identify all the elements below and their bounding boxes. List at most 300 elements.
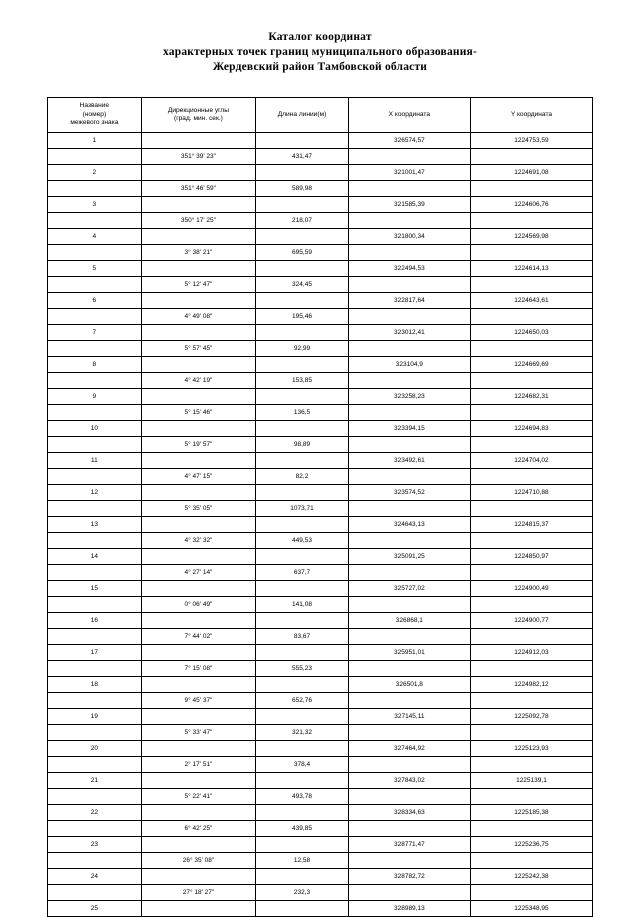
cell-x-coordinate-empty [348,469,470,485]
cell-marker-name-empty [48,885,142,901]
cell-line-length-empty [256,453,349,469]
table-row-segment [48,693,593,709]
cell-direction-angle-empty [141,197,255,213]
cell-marker-name-empty [48,405,142,421]
column-header-x-coordinate [348,98,470,133]
cell-y-coordinate: 1225139,1 [470,773,592,789]
cell-direction-angle-empty [141,485,255,501]
column-header-y-coordinate [470,98,592,133]
table-row-point [48,325,593,341]
cell-direction-angle: 5° 12' 47" [141,277,255,293]
cell-marker-name: 17 [48,645,142,661]
cell-y-coordinate: 1224569,98 [470,229,592,245]
cell-marker-name-empty [48,789,142,805]
cell-x-coordinate-empty [348,693,470,709]
table-row-point [48,709,593,725]
cell-direction-angle: 6° 42' 25" [141,821,255,837]
table-row-point [48,901,593,917]
table-row-point [48,453,593,469]
cell-marker-name-empty [48,437,142,453]
cell-direction-angle-empty [141,613,255,629]
cell-line-length: 589,98 [256,181,349,197]
cell-line-length: 195,46 [256,309,349,325]
cell-y-coordinate-empty [470,885,592,901]
cell-direction-angle: 0° 06' 49" [141,597,255,613]
cell-x-coordinate: 327145,11 [348,709,470,725]
cell-marker-name-empty [48,181,142,197]
cell-y-coordinate: 1224650,03 [470,325,592,341]
cell-marker-name-empty [48,149,142,165]
cell-y-coordinate: 1224815,37 [470,517,592,533]
cell-direction-angle: 2° 17' 51" [141,757,255,773]
cell-x-coordinate: 326868,1 [348,613,470,629]
cell-x-coordinate-empty [348,853,470,869]
cell-y-coordinate: 1225185,38 [470,805,592,821]
cell-line-length-empty [256,485,349,501]
cell-x-coordinate-empty [348,213,470,229]
cell-direction-angle-empty [141,869,255,885]
table-row-segment [48,597,593,613]
cell-line-length-empty [256,165,349,181]
table-row-segment [48,245,593,261]
cell-marker-name-empty [48,309,142,325]
cell-y-coordinate: 1224912,03 [470,645,592,661]
table-row-segment [48,469,593,485]
cell-line-length-empty [256,837,349,853]
cell-direction-angle-empty [141,837,255,853]
cell-direction-angle: 5° 15' 46" [141,405,255,421]
cell-line-length-empty [256,389,349,405]
cell-direction-angle: 5° 57' 45" [141,341,255,357]
header-line: Длина линии(м) [277,110,327,118]
cell-line-length-empty [256,357,349,373]
table-row-point [48,645,593,661]
cell-x-coordinate: 328771,47 [348,837,470,853]
cell-y-coordinate-empty [470,661,592,677]
cell-line-length: 321,32 [256,725,349,741]
cell-x-coordinate: 323258,23 [348,389,470,405]
cell-y-coordinate-empty [470,309,592,325]
cell-marker-name: 1 [48,133,142,149]
cell-marker-name-empty [48,277,142,293]
column-header-marker-name [48,98,142,133]
table-row-segment [48,373,593,389]
cell-direction-angle: 7° 15' 08" [141,661,255,677]
cell-direction-angle: 4° 49' 08" [141,309,255,325]
cell-y-coordinate: 1225092,78 [470,709,592,725]
column-header-direction-angles [141,98,255,133]
cell-y-coordinate: 1224606,76 [470,197,592,213]
cell-y-coordinate-empty [470,757,592,773]
cell-y-coordinate-empty [470,341,592,357]
cell-marker-name: 16 [48,613,142,629]
table-row-segment [48,725,593,741]
cell-direction-angle-empty [141,901,255,917]
cell-marker-name-empty [48,469,142,485]
cell-x-coordinate: 324643,13 [348,517,470,533]
header-line: Y координата [510,110,553,118]
cell-line-length-empty [256,773,349,789]
cell-x-coordinate: 328989,13 [348,901,470,917]
cell-x-coordinate: 321001,47 [348,165,470,181]
cell-direction-angle-empty [141,581,255,597]
table-row-point [48,389,593,405]
cell-marker-name: 19 [48,709,142,725]
cell-marker-name-empty [48,213,142,229]
cell-direction-angle-empty [141,389,255,405]
cell-y-coordinate-empty [470,853,592,869]
cell-marker-name-empty [48,565,142,581]
cell-x-coordinate-empty [348,597,470,613]
cell-direction-angle-empty [141,165,255,181]
cell-line-length: 98,89 [256,437,349,453]
table-row-point [48,197,593,213]
table-row-point [48,485,593,501]
cell-marker-name: 20 [48,741,142,757]
cell-y-coordinate: 1224704,02 [470,453,592,469]
cell-direction-angle: 350° 17' 25" [141,213,255,229]
cell-y-coordinate-empty [470,565,592,581]
cell-y-coordinate-empty [470,693,592,709]
cell-x-coordinate-empty [348,341,470,357]
cell-marker-name: 6 [48,293,142,309]
cell-y-coordinate-empty [470,629,592,645]
cell-y-coordinate: 1224900,77 [470,613,592,629]
cell-line-length: 141,08 [256,597,349,613]
cell-y-coordinate: 1224982,12 [470,677,592,693]
cell-direction-angle-empty [141,357,255,373]
cell-x-coordinate: 328334,63 [348,805,470,821]
cell-x-coordinate-empty [348,757,470,773]
title-line-1: Каталог координат [268,31,372,43]
cell-marker-name: 14 [48,549,142,565]
cell-line-length: 82,2 [256,469,349,485]
cell-marker-name-empty [48,245,142,261]
cell-line-length: 695,59 [256,245,349,261]
cell-line-length: 324,45 [256,277,349,293]
table-row-segment [48,309,593,325]
table-row-point [48,133,593,149]
cell-direction-angle: 5° 35' 05" [141,501,255,517]
cell-y-coordinate: 1225123,93 [470,741,592,757]
table-row-point [48,421,593,437]
table-row-segment [48,821,593,837]
cell-marker-name: 13 [48,517,142,533]
cell-marker-name: 10 [48,421,142,437]
cell-y-coordinate-empty [470,469,592,485]
cell-marker-name: 23 [48,837,142,853]
table-row-segment [48,149,593,165]
cell-x-coordinate: 325727,02 [348,581,470,597]
cell-y-coordinate-empty [470,277,592,293]
table-row-segment [48,341,593,357]
cell-y-coordinate-empty [470,597,592,613]
cell-line-length: 439,85 [256,821,349,837]
cell-line-length-empty [256,709,349,725]
table-row-point [48,869,593,885]
cell-x-coordinate-empty [348,725,470,741]
table-row-segment [48,885,593,901]
cell-direction-angle: 3° 38' 21" [141,245,255,261]
cell-marker-name: 9 [48,389,142,405]
cell-x-coordinate: 325951,01 [348,645,470,661]
cell-direction-angle: 26° 35' 08" [141,853,255,869]
cell-direction-angle: 351° 46' 59" [141,181,255,197]
cell-line-length-empty [256,741,349,757]
table-row-segment [48,277,593,293]
cell-marker-name-empty [48,693,142,709]
cell-marker-name-empty [48,725,142,741]
cell-line-length-empty [256,133,349,149]
table-row-point [48,677,593,693]
coordinate-catalog-table [47,97,593,917]
table-row-point [48,165,593,181]
cell-x-coordinate-empty [348,437,470,453]
table-header-row [48,98,593,133]
cell-marker-name: 5 [48,261,142,277]
cell-marker-name: 7 [48,325,142,341]
cell-marker-name: 8 [48,357,142,373]
cell-x-coordinate: 322817,64 [348,293,470,309]
table-row-point [48,581,593,597]
cell-direction-angle: 9° 45' 37" [141,693,255,709]
table-row-segment [48,661,593,677]
cell-x-coordinate: 328782,72 [348,869,470,885]
cell-direction-angle-empty [141,741,255,757]
column-header-line-length [256,98,349,133]
cell-line-length-empty [256,261,349,277]
cell-marker-name-empty [48,341,142,357]
cell-line-length-empty [256,613,349,629]
cell-y-coordinate: 1225236,75 [470,837,592,853]
cell-line-length-empty [256,581,349,597]
cell-direction-angle-empty [141,709,255,725]
cell-x-coordinate: 326574,57 [348,133,470,149]
cell-x-coordinate: 327843,02 [348,773,470,789]
cell-y-coordinate: 1224643,61 [470,293,592,309]
cell-line-length: 153,85 [256,373,349,389]
cell-direction-angle-empty [141,805,255,821]
cell-marker-name: 15 [48,581,142,597]
header-line: межевого знака [70,119,119,127]
cell-line-length: 1073,71 [256,501,349,517]
table-row-point [48,549,593,565]
table-row-segment [48,757,593,773]
cell-line-length: 637,7 [256,565,349,581]
cell-x-coordinate: 321585,39 [348,197,470,213]
cell-line-length: 493,78 [256,789,349,805]
cell-x-coordinate-empty [348,885,470,901]
cell-y-coordinate: 1224850,97 [470,549,592,565]
table-row-point [48,613,593,629]
cell-y-coordinate-empty [470,501,592,517]
cell-x-coordinate-empty [348,821,470,837]
cell-x-coordinate: 323394,15 [348,421,470,437]
cell-direction-angle-empty [141,325,255,341]
table-row-segment [48,533,593,549]
cell-direction-angle: 5° 19' 57" [141,437,255,453]
cell-x-coordinate: 322494,53 [348,261,470,277]
cell-direction-angle: 5° 33' 47" [141,725,255,741]
cell-x-coordinate: 323104,9 [348,357,470,373]
cell-y-coordinate: 1224900,49 [470,581,592,597]
cell-direction-angle: 351° 39' 23" [141,149,255,165]
cell-direction-angle-empty [141,677,255,693]
table-row-segment [48,405,593,421]
cell-x-coordinate-empty [348,501,470,517]
cell-marker-name-empty [48,661,142,677]
cell-direction-angle-empty [141,229,255,245]
table-row-segment [48,213,593,229]
cell-direction-angle: 7° 44' 02" [141,629,255,645]
cell-x-coordinate: 321800,34 [348,229,470,245]
cell-direction-angle-empty [141,645,255,661]
cell-y-coordinate-empty [470,405,592,421]
header-line: Дирекционные углы [167,106,230,114]
cell-x-coordinate-empty [348,309,470,325]
cell-marker-name-empty [48,821,142,837]
cell-y-coordinate-empty [470,725,592,741]
cell-line-length: 378,4 [256,757,349,773]
cell-x-coordinate-empty [348,661,470,677]
cell-y-coordinate-empty [470,149,592,165]
table-row-point [48,805,593,821]
cell-y-coordinate: 1224694,83 [470,421,592,437]
cell-x-coordinate-empty [348,533,470,549]
cell-y-coordinate-empty [470,245,592,261]
cell-direction-angle: 27° 18' 27" [141,885,255,901]
header-line: (номер) [82,110,107,118]
cell-y-coordinate-empty [470,181,592,197]
cell-line-length: 12,58 [256,853,349,869]
cell-marker-name: 4 [48,229,142,245]
table-row-point [48,261,593,277]
cell-y-coordinate-empty [470,373,592,389]
cell-direction-angle-empty [141,453,255,469]
cell-marker-name-empty [48,533,142,549]
cell-x-coordinate-empty [348,629,470,645]
coordinate-catalog-table-wrap [47,97,593,917]
table-row-segment [48,565,593,581]
cell-line-length: 92,99 [256,341,349,357]
cell-marker-name-empty [48,597,142,613]
table-body [48,133,593,917]
cell-x-coordinate-empty [348,245,470,261]
cell-x-coordinate: 323012,41 [348,325,470,341]
cell-x-coordinate: 323574,52 [348,485,470,501]
cell-marker-name-empty [48,757,142,773]
cell-x-coordinate-empty [348,405,470,421]
cell-marker-name-empty [48,629,142,645]
cell-direction-angle-empty [141,261,255,277]
cell-line-length-empty [256,421,349,437]
cell-direction-angle-empty [141,293,255,309]
cell-marker-name: 18 [48,677,142,693]
cell-x-coordinate: 325091,25 [348,549,470,565]
cell-line-length: 449,53 [256,533,349,549]
cell-direction-angle: 4° 42' 19" [141,373,255,389]
cell-y-coordinate-empty [470,821,592,837]
cell-y-coordinate: 1224710,88 [470,485,592,501]
cell-line-length-empty [256,293,349,309]
cell-marker-name: 21 [48,773,142,789]
cell-line-length: 431,47 [256,149,349,165]
title-line-2: характерных точек границ муниципального образования- [162,46,478,58]
cell-y-coordinate-empty [470,437,592,453]
table-row-segment [48,853,593,869]
cell-x-coordinate-empty [348,181,470,197]
cell-line-length-empty [256,869,349,885]
table-row-point [48,229,593,245]
table-row-segment [48,501,593,517]
cell-x-coordinate-empty [348,373,470,389]
cell-x-coordinate-empty [348,789,470,805]
cell-y-coordinate: 1225348,95 [470,901,592,917]
cell-y-coordinate: 1225242,38 [470,869,592,885]
cell-x-coordinate-empty [348,565,470,581]
table-row-point [48,773,593,789]
cell-y-coordinate: 1224669,69 [470,357,592,373]
cell-line-length: 218,07 [256,213,349,229]
cell-direction-angle-empty [141,517,255,533]
cell-direction-angle-empty [141,133,255,149]
cell-direction-angle-empty [141,549,255,565]
table-row-segment [48,789,593,805]
cell-marker-name: 24 [48,869,142,885]
cell-direction-angle: 4° 32' 32" [141,533,255,549]
table-row-point [48,741,593,757]
cell-marker-name-empty [48,501,142,517]
cell-marker-name: 25 [48,901,142,917]
cell-direction-angle: 4° 27' 14" [141,565,255,581]
cell-marker-name: 11 [48,453,142,469]
cell-x-coordinate: 323492,61 [348,453,470,469]
cell-line-length-empty [256,325,349,341]
cell-line-length: 555,23 [256,661,349,677]
cell-marker-name: 12 [48,485,142,501]
cell-y-coordinate: 1224682,31 [470,389,592,405]
cell-line-length-empty [256,901,349,917]
table-row-segment [48,629,593,645]
header-line: Название [79,102,110,110]
cell-x-coordinate: 327464,92 [348,741,470,757]
table-row-point [48,357,593,373]
header-line: X координата [388,110,431,118]
cell-line-length-empty [256,549,349,565]
cell-y-coordinate-empty [470,789,592,805]
cell-y-coordinate: 1224691,08 [470,165,592,181]
table-row-point [48,517,593,533]
cell-marker-name-empty [48,373,142,389]
cell-marker-name-empty [48,853,142,869]
page-title [0,30,640,75]
cell-line-length-empty [256,197,349,213]
cell-line-length: 136,5 [256,405,349,421]
cell-x-coordinate-empty [348,149,470,165]
cell-direction-angle: 5° 22' 41" [141,789,255,805]
cell-direction-angle-empty [141,421,255,437]
cell-direction-angle: 4° 47' 15" [141,469,255,485]
cell-line-length: 652,76 [256,693,349,709]
cell-y-coordinate-empty [470,213,592,229]
cell-y-coordinate: 1224753,59 [470,133,592,149]
cell-x-coordinate: 326501,8 [348,677,470,693]
cell-direction-angle-empty [141,773,255,789]
table-row-segment [48,437,593,453]
cell-y-coordinate: 1224614,13 [470,261,592,277]
table-row-point [48,293,593,309]
cell-line-length-empty [256,677,349,693]
